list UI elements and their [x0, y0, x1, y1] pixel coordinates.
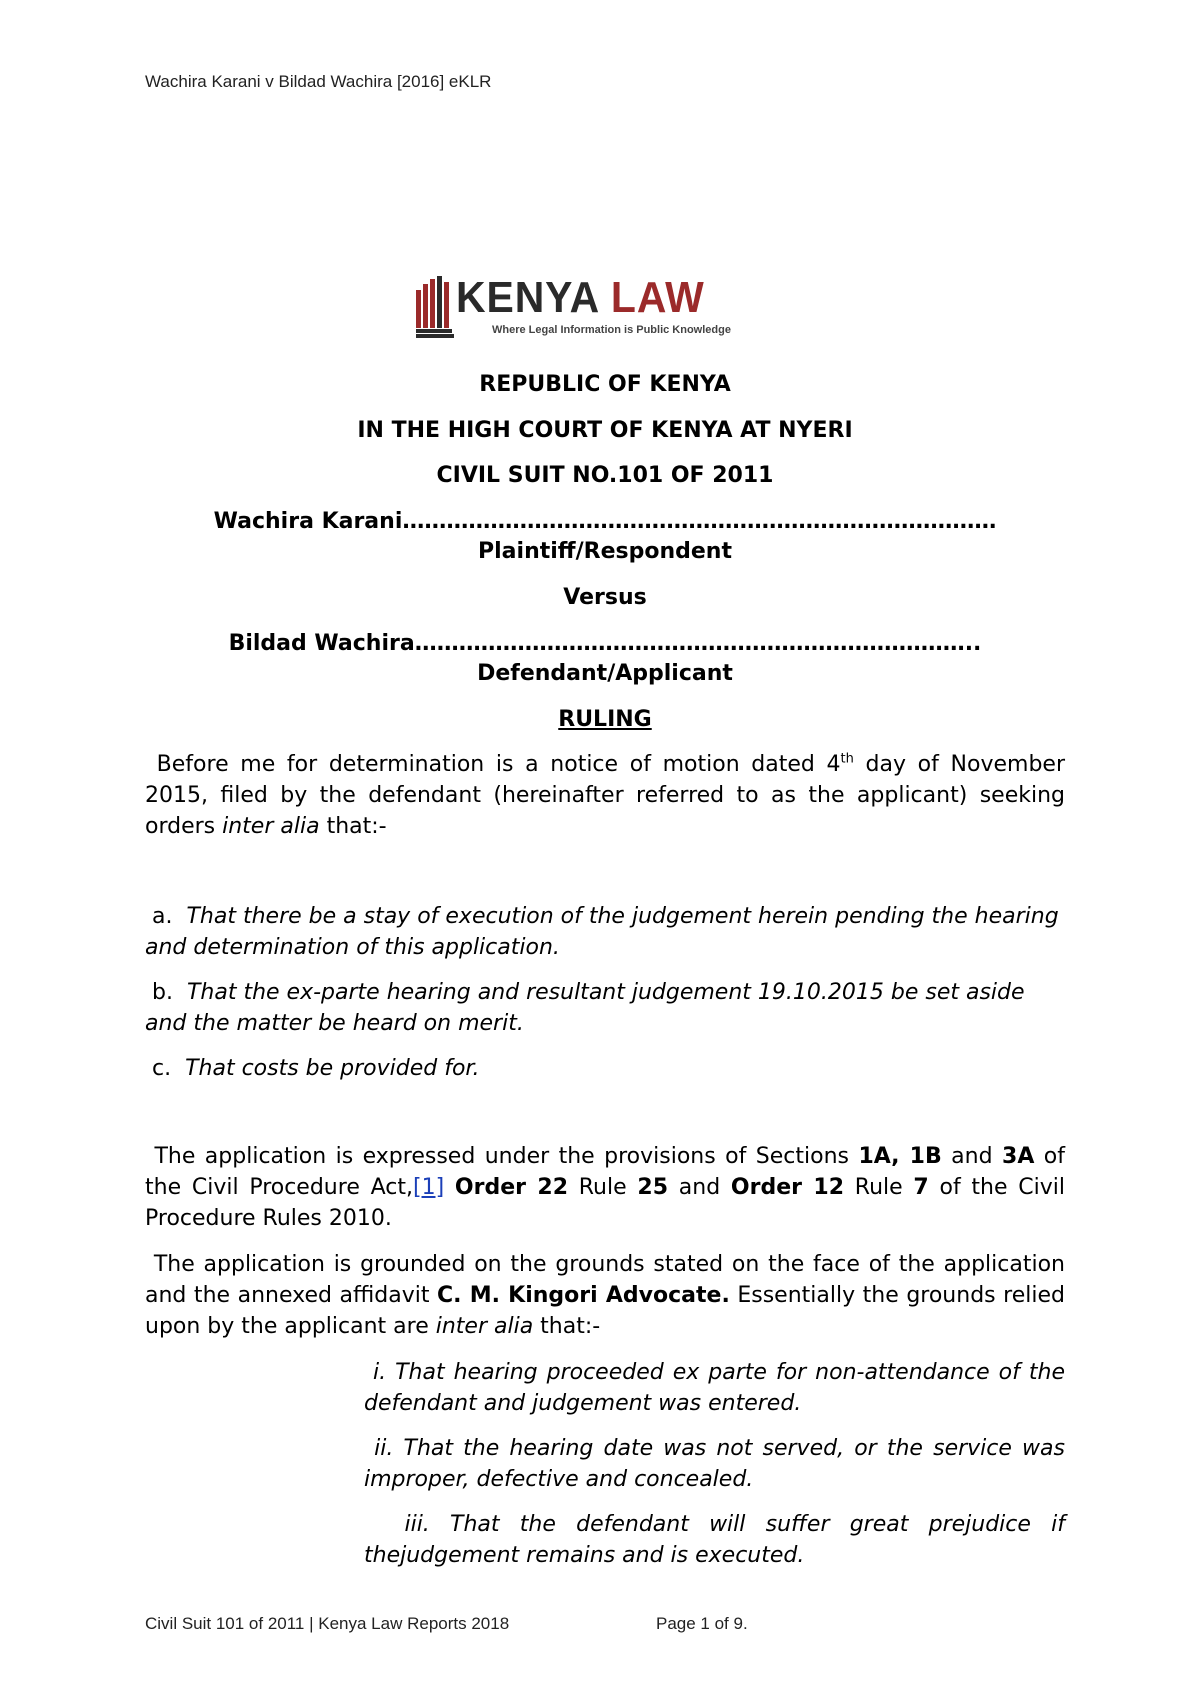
- versus-label: Versus: [563, 585, 647, 610]
- suit-heading: CIVIL SUIT NO.101 OF 2011: [436, 463, 774, 488]
- provisions-paragraph: The application is expressed under the provisions of Sections 1A, 1B and 3A of the Civil Procedure Act,[1] Order 22 Rule 25 and Order 12 Rule 7 of the Civil Procedure Rules 2010.: [145, 1144, 1066, 1231]
- plaintiff-role: Plaintiff/Respondent: [478, 539, 732, 564]
- logo-wordmark: KENYA LAW: [456, 273, 705, 322]
- order-item-a: a. That there be a stay of execution of the judgement herein pending the hearing and determination of this application.: [145, 904, 1059, 960]
- page-number: Page 1 of 9.: [656, 1614, 748, 1633]
- kenya-law-logo: [416, 273, 731, 344]
- defendant-line: Bildad Wachira…………………………………………………………………..: [228, 631, 982, 656]
- ground-item-iii: iii. That the defendant will suffer great prejudice if thejudgement remains and is executed.: [364, 1512, 1065, 1568]
- republic-heading: REPUBLIC OF KENYA: [479, 372, 731, 397]
- ground-item-i: i. That hearing proceeded ex parte for non-attendance of the defendant and judgement was entered.: [364, 1360, 1065, 1416]
- court-heading: IN THE HIGH COURT OF KENYA AT NYERI: [357, 418, 853, 443]
- plaintiff-line: Wachira Karani………………………………………………………………………: [213, 509, 997, 534]
- order-item-c: c. That costs be provided for.: [152, 1056, 480, 1081]
- ground-item-ii: ii. That the hearing date was not served, or the service was improper, defective and concealed.: [364, 1436, 1065, 1492]
- ruling-heading: RULING: [558, 707, 652, 732]
- grounds-intro-paragraph: The application is grounded on the grounds stated on the face of the application and the annexed affidavit C. M. Kingori Advocate. Essentially the grounds relied upon by the applicant are inter alia that:-: [145, 1252, 1065, 1339]
- footnote-link[interactable]: [1]: [412, 1175, 445, 1200]
- order-item-b: b. That the ex-parte hearing and resultant judgement 19.10.2015 be set aside and the matter be heard on merit.: [145, 980, 1025, 1036]
- intro-paragraph: Before me for determination is a notice of motion dated 4th day of November 2015, filed by the defendant (hereinafter referred to as the applicant) seeking orders inter alia that:-: [145, 751, 1065, 839]
- footer-citation: Civil Suit 101 of 2011 | Kenya Law Reports 2018: [145, 1614, 510, 1633]
- defendant-role: Defendant/Applicant: [477, 661, 733, 686]
- pillar-icon: [416, 276, 456, 344]
- logo-tagline: Where Legal Information is Public Knowledge: [492, 324, 731, 336]
- running-header: Wachira Karani v Bildad Wachira [2016] eKLR: [145, 72, 492, 91]
